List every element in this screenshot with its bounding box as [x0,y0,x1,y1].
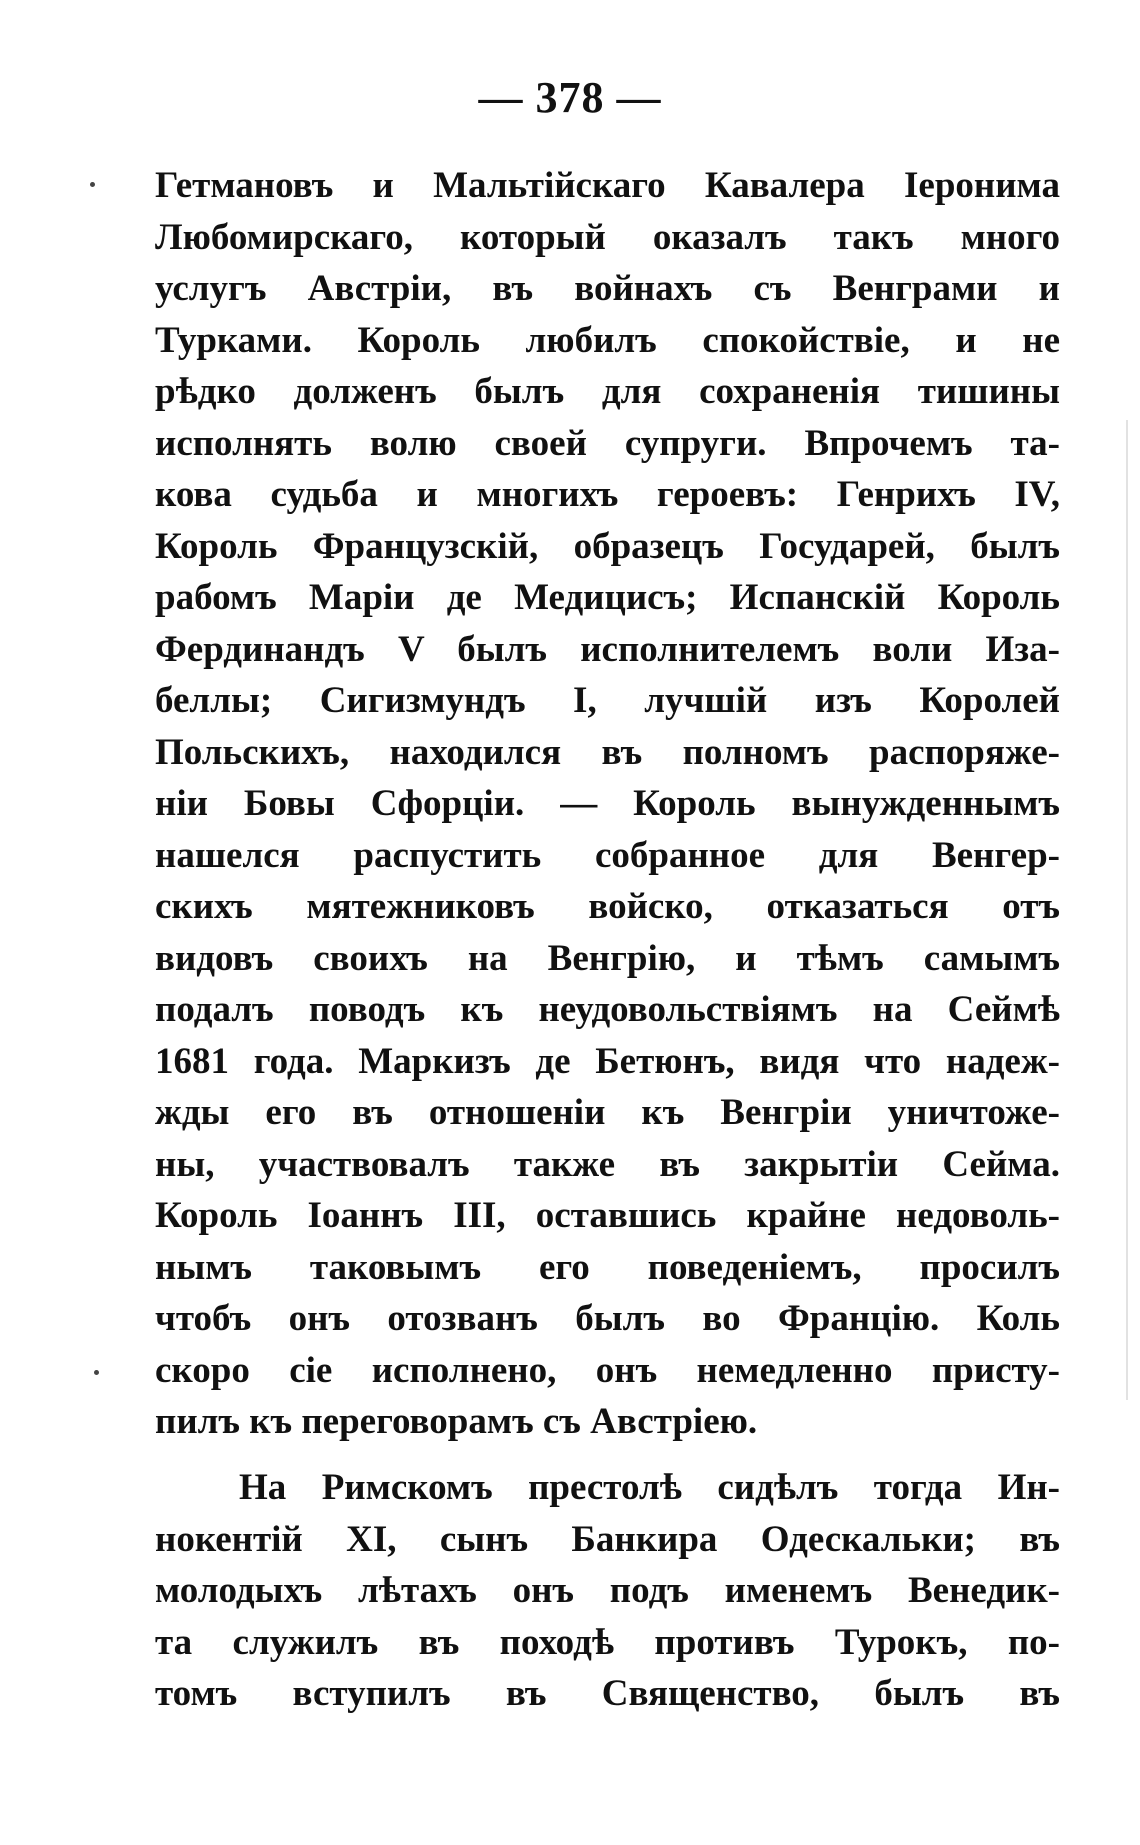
text-line: 1681 года. Маркизъ де Бетюнъ, видя что надеж- [155,1040,1060,1082]
text-line: Фердинандъ V былъ исполнителемъ воли Иза- [155,628,1060,670]
text-line: исполнять волю своей супруги. Впрочемъ та- [155,422,1060,464]
text-line: нымъ таковымъ его поведеніемъ, просилъ [155,1246,1060,1288]
text-line: нашелся распустить собранное для Венгер- [155,834,1060,876]
text-line: чтобъ онъ отозванъ былъ во Францію. Коль [155,1298,1060,1339]
paragraph-1 [155,160,1060,1448]
text-line: молодыхъ лѣтахъ онъ подъ именемъ Венедик- [155,1570,1060,1611]
text-line: жды его въ отношеніи къ Венгріи уничтоже- [155,1092,1060,1133]
text-line: пилъ къ переговорамъ съ Австріею. [155,1401,758,1442]
text-line: Король Французскій, образецъ Государей, былъ [155,525,1060,567]
text-line: Любомирскаго, который оказалъ такъ много [155,216,1060,258]
text-line: подалъ поводъ къ неудовольствіямъ на Сеймѣ [155,989,1060,1030]
text-line: кова судьба и многихъ героевъ: Генрихъ IV, [155,474,1060,515]
text-line: ны, участвовалъ также въ закрытіи Сейма. [155,1143,1060,1185]
text-line: Турками. Король любилъ спокойствіе, и не [155,319,1060,361]
text-line: Король Іоаннъ III, оставшись крайне недоволь- [155,1195,1060,1236]
page-edge-shadow [1126,420,1128,1400]
text-line: услугъ Австріи, въ войнахъ съ Венграми и [155,268,1060,309]
text-line: беллы; Сигизмундъ I, лучшій изъ Королей [155,680,1060,721]
text-line: рабомъ Маріи де Медицисъ; Испанскій Король [155,577,1060,618]
ink-speck [90,182,95,187]
text-line: та служилъ въ походѣ противъ Турокъ, по- [155,1621,1060,1663]
text-line: нокентій XI, сынъ Банкира Одескальки; въ [155,1518,1060,1560]
text-line: Гетмановъ и Мальтійскаго Кавалера Іеронима [155,165,1060,206]
page-number: — 378 — [478,73,662,122]
text-line: скихъ мятежниковъ войско, отказаться отъ [155,886,1060,927]
paragraph-2 [155,1462,1060,1720]
ink-speck [94,1370,99,1375]
text-line: томъ вступилъ въ Священство, былъ въ [155,1673,1060,1714]
text-line: На Римскомъ престолѣ сидѣлъ тогда Ин- [239,1467,1060,1508]
text-line: видовъ своихъ на Венгрію, и тѣмъ самымъ [155,937,1060,979]
text-line: Польскихъ, находился въ полномъ распоряже- [155,731,1060,773]
text-line: рѣдко долженъ былъ для сохраненія тишины [155,371,1060,412]
text-line: ніи Бовы Сфорціи. — Король вынужденнымъ [155,783,1060,824]
text-line: скоро сіе исполнено, онъ немедленно присту- [155,1349,1060,1391]
